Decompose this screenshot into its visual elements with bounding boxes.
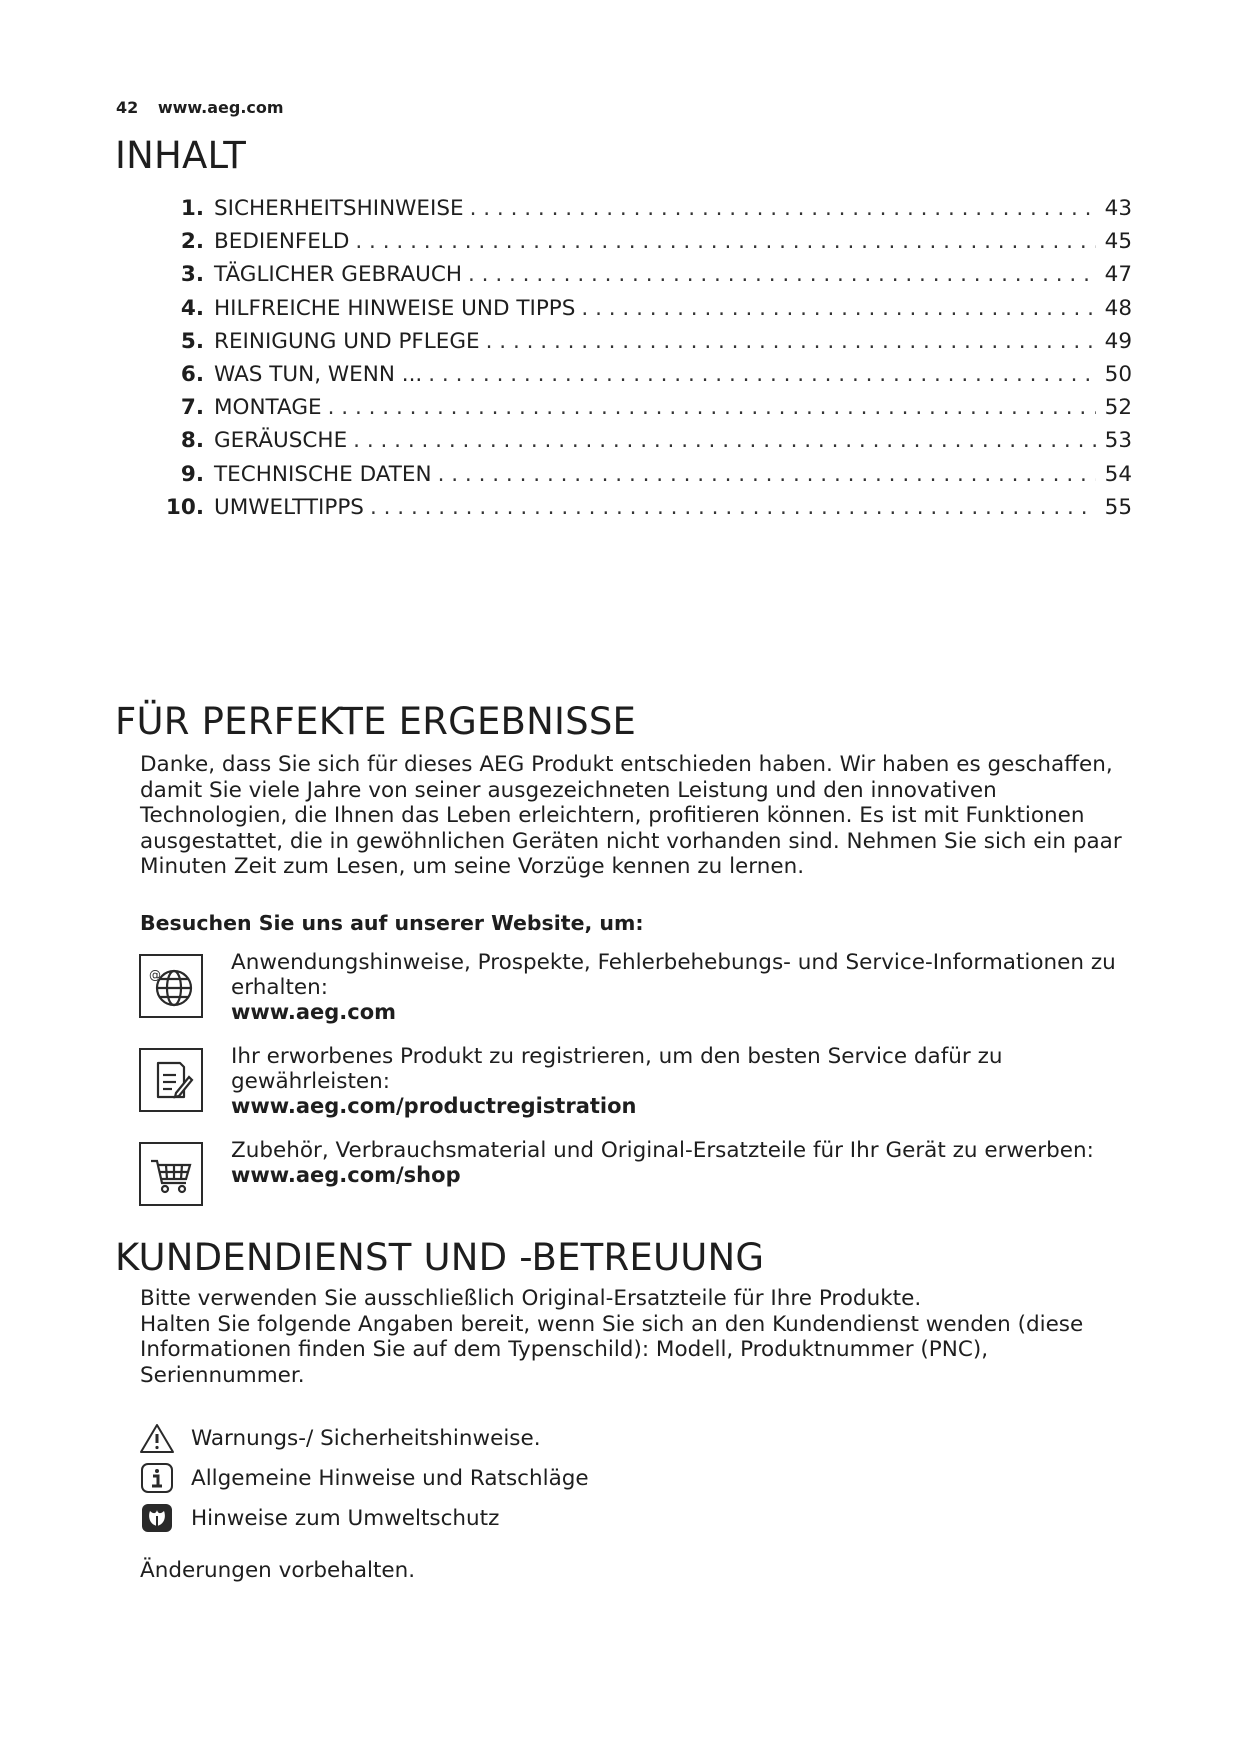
intro-paragraph: Danke, dass Sie sich für dieses AEG Produkt entschieden haben. Wir haben es geschaffen, damit Sie viele Jahre von seiner ausgezeichneten Leistung und den innovativen Technologien, die Ihnen das Leben erleichtern, profitieren können. Es ist mit Funktionen ausgestattet, die in gewöhnlichen Geräten nicht vorhanden sind. Nehmen Sie sich ein paar Minuten Zeit zum Lesen, um seine Vorzüge kennen zu lernen. xyxy=(140,752,1122,879)
toc-item[interactable] xyxy=(160,462,1132,495)
toc-item-page: 55 xyxy=(1104,494,1132,520)
toc-item-title: MONTAGE xyxy=(214,395,322,421)
toc-item[interactable] xyxy=(160,262,1132,295)
service-description: Zubehör, Verbrauchsmaterial und Original-Ersatzteile für Ihr Gerät zu erwerben: xyxy=(231,1138,1094,1163)
service-item xyxy=(139,1138,1129,1206)
toc-item-title: WAS TUN, WENN ... xyxy=(214,361,423,387)
toc-item[interactable] xyxy=(160,428,1132,461)
service-description: Ihr erworbenes Produkt zu registrieren, um den besten Service dafür zu gewährleisten: xyxy=(231,1044,1003,1094)
toc-leader-dots xyxy=(428,362,1096,387)
toc-item[interactable] xyxy=(160,362,1132,395)
toc-leader-dots xyxy=(353,428,1096,453)
toc-item-number: 7. xyxy=(180,395,204,421)
customer-text-line: Bitte verwenden Sie ausschließlich Original-Ersatzteile für Ihre Produkte. xyxy=(140,1286,922,1311)
registration-form-icon xyxy=(139,1048,203,1112)
service-link[interactable]: www.aeg.com/productregistration xyxy=(231,1094,637,1118)
service-item xyxy=(139,950,1129,1025)
toc-leader-dots xyxy=(438,462,1096,487)
toc-item[interactable] xyxy=(160,395,1132,428)
toc-item[interactable] xyxy=(160,196,1132,229)
note-item xyxy=(139,1502,499,1534)
toc-item-title: GERÄUSCHE xyxy=(214,428,348,454)
visit-heading: Besuchen Sie uns auf unserer Website, um: xyxy=(140,911,644,935)
globe-icon xyxy=(139,954,203,1018)
toc-item[interactable] xyxy=(160,229,1132,262)
service-description: Anwendungshinweise, Prospekte, Fehlerbehebungs- und Service-Informationen zu erhalten: xyxy=(231,950,1116,1000)
section-title-perfect-results: FÜR PERFEKTE ERGEBNISSE xyxy=(115,700,637,743)
toc-item-number: 1. xyxy=(180,196,204,221)
toc-item-number: 6. xyxy=(180,361,204,387)
toc-title: INHALT xyxy=(115,134,247,177)
toc-item[interactable] xyxy=(160,329,1132,362)
customer-service-paragraph xyxy=(140,1286,1130,1388)
toc-item-page: 50 xyxy=(1104,361,1132,387)
toc-item-page: 48 xyxy=(1104,295,1132,321)
changes-reserved-note: Änderungen vorbehalten. xyxy=(140,1558,416,1583)
toc-item-title: UMWELTTIPPS xyxy=(214,494,364,520)
toc-item-page: 47 xyxy=(1104,262,1132,288)
toc-item-title: TÄGLICHER GEBRAUCH xyxy=(214,262,462,288)
service-link[interactable]: www.aeg.com xyxy=(231,1000,397,1024)
toc-item-number: 2. xyxy=(180,229,204,255)
toc-item-number: 5. xyxy=(180,328,204,354)
toc-item-title: BEDIENFELD xyxy=(214,229,350,255)
toc-item-number: 4. xyxy=(180,295,204,321)
toc-leader-dots xyxy=(486,329,1096,354)
toc-item-page: 52 xyxy=(1104,395,1132,421)
toc-item-title: HILFREICHE HINWEISE UND TIPPS xyxy=(214,295,576,321)
service-item xyxy=(139,1044,1129,1119)
toc-leader-dots xyxy=(470,196,1096,221)
service-link[interactable]: www.aeg.com/shop xyxy=(231,1163,461,1187)
toc-leader-dots xyxy=(581,296,1096,321)
toc-item-number: 3. xyxy=(180,262,204,288)
toc-leader-dots xyxy=(370,495,1096,520)
toc-item-number: 9. xyxy=(180,461,204,487)
toc-leader-dots xyxy=(355,229,1096,254)
toc-leader-dots xyxy=(328,395,1096,420)
toc-item[interactable] xyxy=(160,495,1132,528)
toc-leader-dots xyxy=(468,262,1096,287)
note-text: Hinweise zum Umweltschutz xyxy=(191,1505,500,1531)
note-text: Allgemeine Hinweise und Ratschläge xyxy=(191,1465,589,1491)
toc-item-number: 8. xyxy=(180,428,204,454)
toc-item-page: 49 xyxy=(1104,328,1132,354)
toc-item-title: REINIGUNG UND PFLEGE xyxy=(214,328,480,354)
table-of-contents xyxy=(160,196,1132,528)
note-item xyxy=(139,1462,589,1494)
environment-icon xyxy=(139,1502,175,1534)
info-icon xyxy=(139,1462,175,1494)
toc-item-number: 10. xyxy=(165,494,204,520)
shopping-cart-icon xyxy=(139,1142,203,1206)
header-site-link[interactable]: www.aeg.com xyxy=(157,98,284,117)
note-text: Warnungs-/ Sicherheitshinweise. xyxy=(191,1425,541,1451)
section-title-customer-service: KUNDENDIENST UND -BETREUUNG xyxy=(115,1236,765,1279)
toc-item-page: 43 xyxy=(1104,196,1132,221)
customer-text-line: Halten Sie folgende Angaben bereit, wenn Sie sich an den Kundendienst wenden (diese Informationen finden Sie auf dem Typenschild): Modell, Produktnummer (PNC), Seriennummer. xyxy=(140,1311,1084,1388)
page-number: 42 xyxy=(116,98,139,117)
toc-item-title: SICHERHEITSHINWEISE xyxy=(214,196,464,221)
toc-item-page: 45 xyxy=(1104,229,1132,255)
toc-item-page: 54 xyxy=(1104,461,1132,487)
toc-item[interactable] xyxy=(160,296,1132,329)
page-header xyxy=(116,98,284,117)
warning-triangle-icon xyxy=(139,1422,175,1454)
toc-item-title: TECHNISCHE DATEN xyxy=(214,461,432,487)
toc-item-page: 53 xyxy=(1104,428,1132,454)
svg-text:@: @ xyxy=(149,968,161,982)
note-item xyxy=(139,1422,541,1454)
